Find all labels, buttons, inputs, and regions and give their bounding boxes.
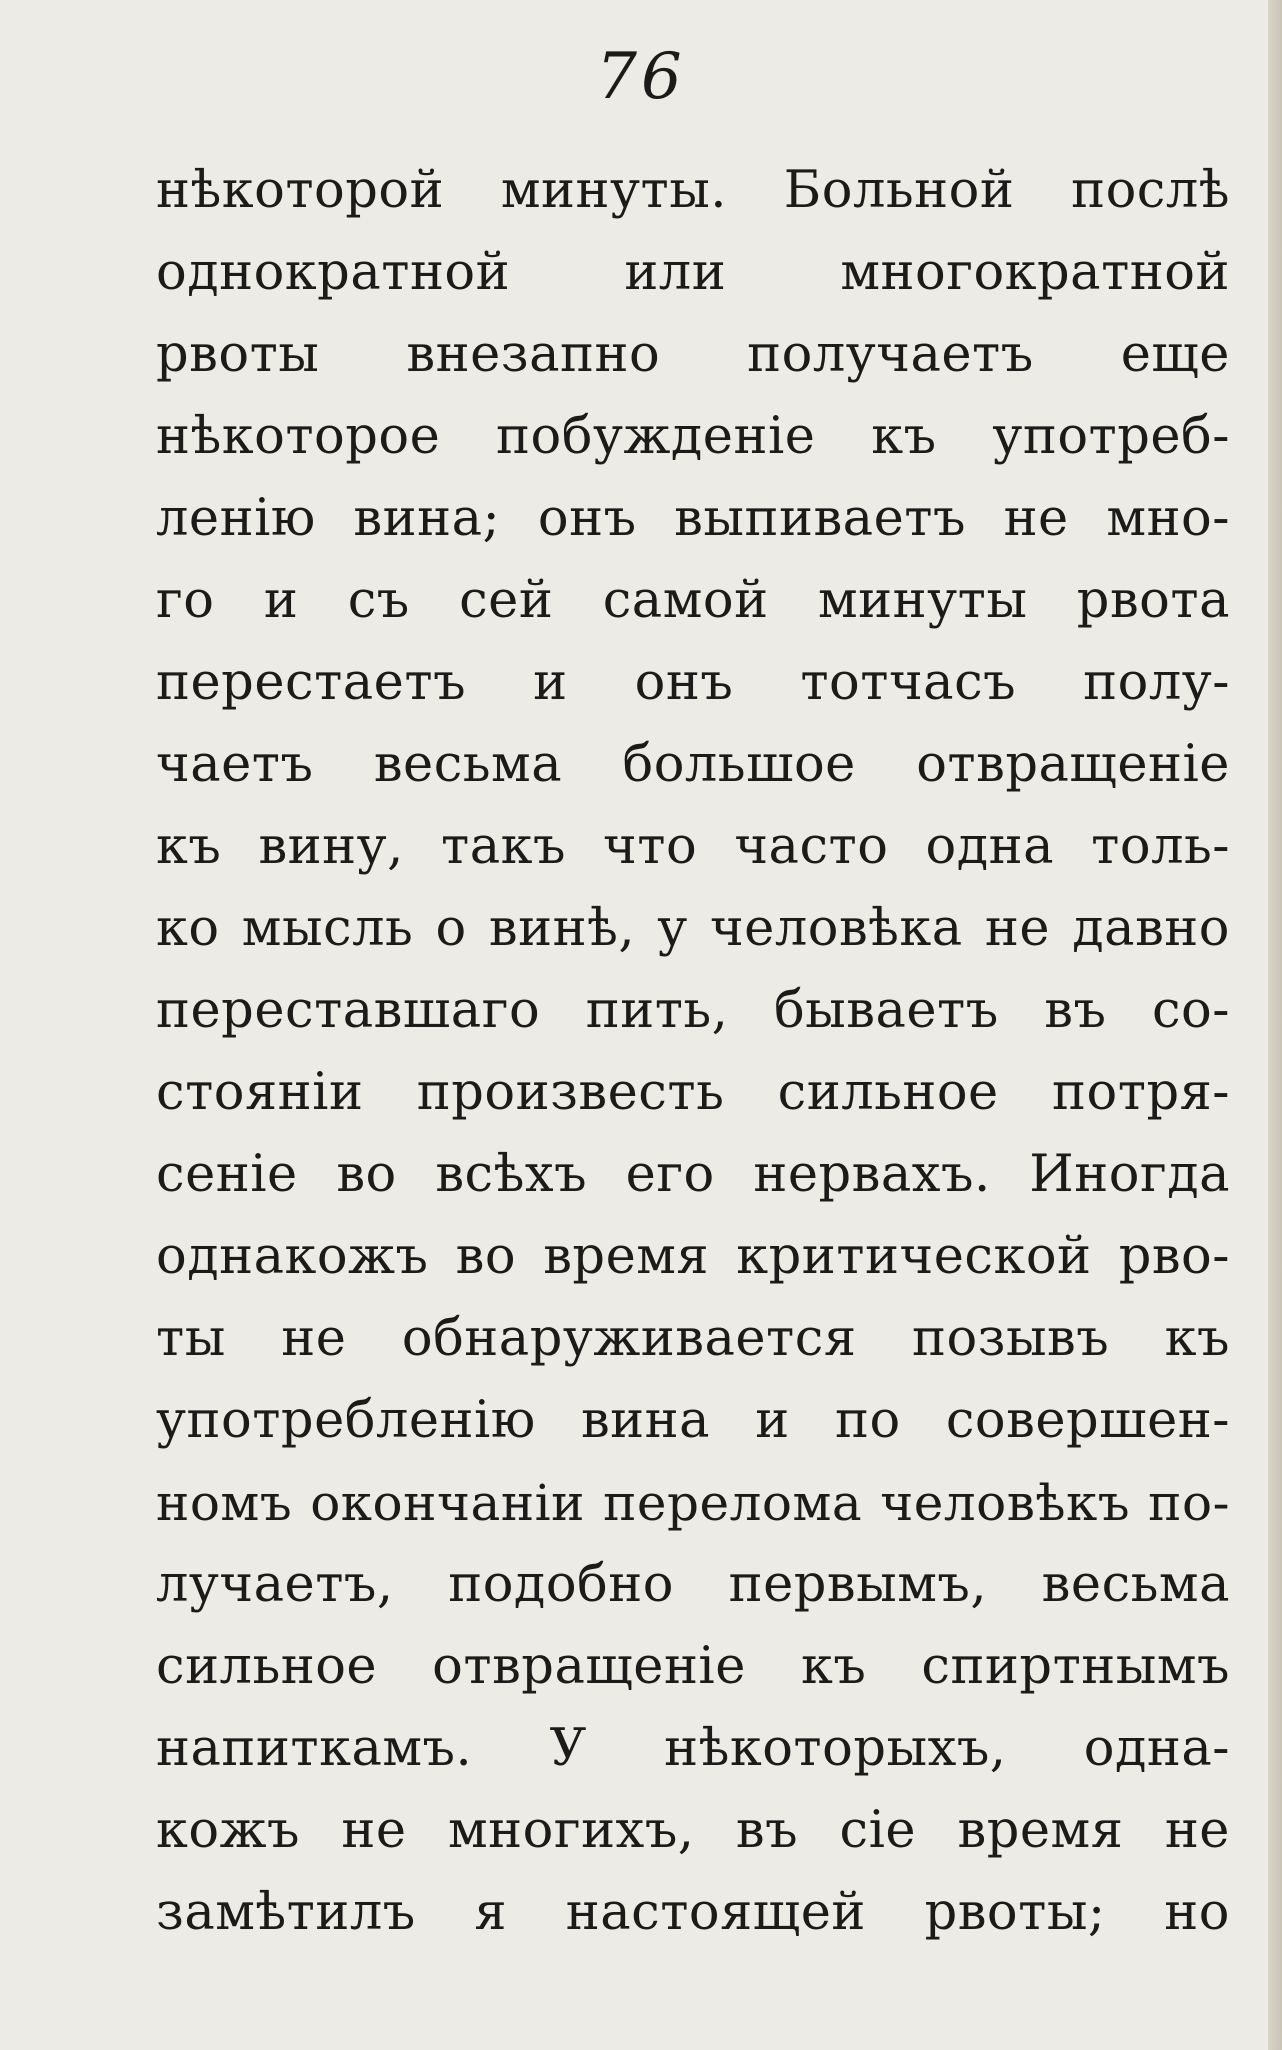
- text-line: переставшаго пить, бываетъ въ со-: [156, 981, 1230, 1040]
- text-line: сильное отвращеніе къ спиртнымъ: [156, 1637, 1230, 1696]
- text-line: нѣкоторое побужденіе къ употреб-: [156, 407, 1230, 466]
- text-line: стояніи произвесть сильное потря-: [156, 1063, 1230, 1122]
- text-line: однакожъ во время критической рво-: [156, 1227, 1230, 1286]
- text-line: къ вину, такъ что часто одна толь-: [156, 817, 1230, 876]
- text-line: нѣкоторой минуты. Больной послѣ: [156, 161, 1230, 220]
- text-line: ты не обнаруживается позывъ къ: [156, 1309, 1230, 1368]
- page-edge: [1268, 0, 1282, 2050]
- text-line: номъ окончаніи перелома человѣкъ по-: [156, 1474, 1230, 1532]
- text-line: лучаетъ, подобно первымъ, весьма: [156, 1555, 1230, 1614]
- page-number: 76: [596, 40, 686, 114]
- text-line: употребленію вина и по совершен-: [156, 1391, 1230, 1450]
- text-line: замѣтилъ я настоящей рвоты; но: [156, 1883, 1230, 1942]
- text-line: напиткамъ. У нѣкоторыхъ, одна-: [156, 1719, 1230, 1778]
- text-line: ко мысль о винѣ, у человѣка не давно: [156, 899, 1230, 958]
- text-line: чаетъ весьма большое отвращеніе: [156, 735, 1230, 794]
- text-line: ленію вина; онъ выпиваетъ не мно-: [156, 489, 1230, 548]
- body-text: [156, 150, 1230, 1954]
- text-line: го и съ сей самой минуты рвота: [156, 571, 1230, 630]
- text-line: однократной или многократной: [156, 243, 1230, 302]
- text-line: рвоты внезапно получаетъ еще: [156, 325, 1230, 384]
- text-line: сеніе во всѣхъ его нервахъ. Иногда: [156, 1145, 1230, 1204]
- text-line: кожъ не многихъ, въ сіе время не: [156, 1801, 1230, 1860]
- text-line: перестаетъ и онъ тотчасъ полу-: [156, 653, 1230, 712]
